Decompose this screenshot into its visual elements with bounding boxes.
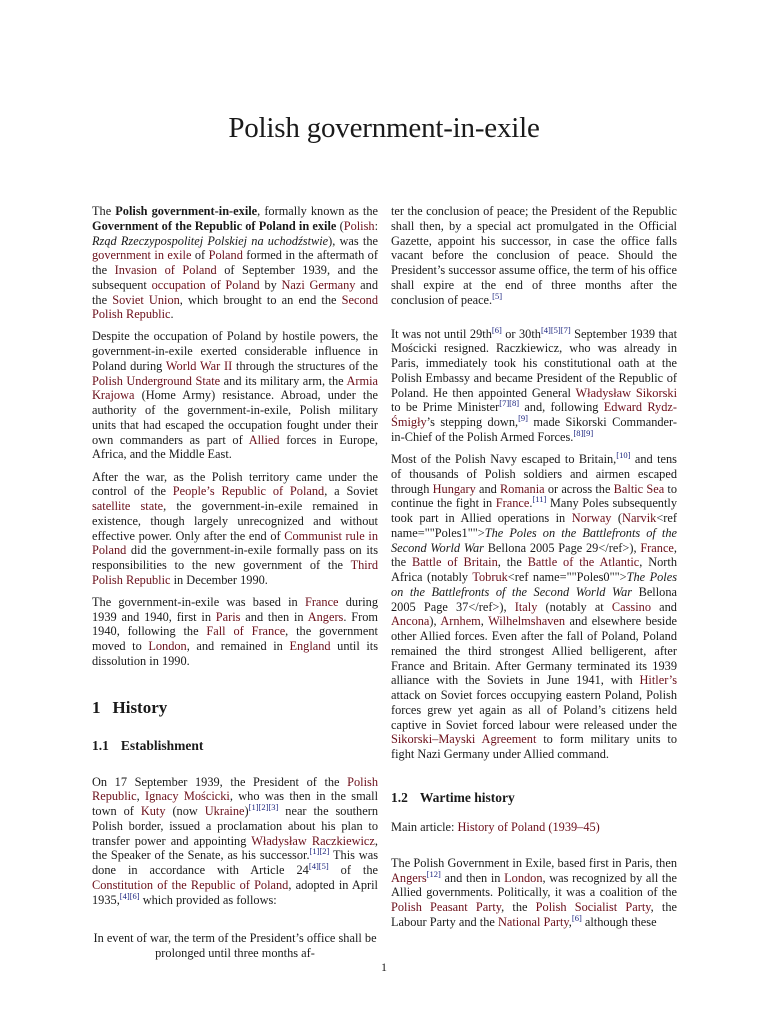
body-text: The government-in-exile was based in <box>92 594 305 609</box>
wiki-link[interactable]: France <box>304 594 339 609</box>
body-text: ’s stepping down, <box>426 415 519 430</box>
body-text: did the government-in-exile formally pass on its responsibilities to the new government of the <box>92 543 378 573</box>
body-text: On 17 September 1939, the President of the <box>92 774 348 789</box>
body-text: , was recognized by all the Allied governments. Politically, it was a coalition of the <box>391 870 677 900</box>
wiki-link[interactable]: People’s Republic of Poland <box>172 484 325 499</box>
body-text: In event of war, the term of the President’s office shall be prolonged until three months af- <box>93 930 377 960</box>
intro-paragraph <box>92 204 378 322</box>
resignation-paragraph <box>391 324 678 445</box>
body-text: attack on Soviet forces occupying eastern Poland, Polish forces grew yet again as all of Poland’s citizens held captive in Soviet forced labour were released under the <box>391 688 677 732</box>
wiki-link[interactable]: Baltic Sea <box>613 481 665 496</box>
wiki-link[interactable]: Battle of Britain <box>411 555 498 570</box>
constitution-quote-continued <box>391 204 677 307</box>
body-text: , adopted in April 1935, <box>92 877 378 907</box>
body-text: . <box>529 496 533 511</box>
body-text: (now <box>165 804 205 819</box>
wiki-link[interactable]: Italy <box>514 599 538 614</box>
wiki-link[interactable]: Sikorski–Mayski Agreement <box>391 732 537 747</box>
wiki-link[interactable]: Ukraine <box>204 804 245 819</box>
left-column <box>92 204 378 968</box>
wiki-link[interactable]: Soviet Union <box>112 292 180 307</box>
citation-link[interactable]: [7][8] <box>499 398 520 409</box>
wiki-link[interactable]: Hitler’s <box>639 673 677 688</box>
main-article-note <box>391 820 677 835</box>
section-number: 1 <box>92 697 101 717</box>
citation-link[interactable]: [1][2] <box>309 846 330 857</box>
wiki-link[interactable]: Second Polish Republic <box>92 292 378 322</box>
body-text: to be Prime Minister <box>391 400 500 415</box>
wiki-link[interactable]: England <box>289 639 331 654</box>
body-text: <ref name=""Poles0""> <box>507 570 627 585</box>
body-text: It was not until 29th <box>391 326 492 341</box>
wiki-link[interactable]: Battle of the Atlantic <box>527 555 640 570</box>
citation-link[interactable]: [6] <box>571 912 582 923</box>
body-text: ter the conclusion of peace; the President of the Republic shall then, by a special act promulgated in the Official Gazette, appoint his successor, in case the office falls vacant before the conclusion of peace. Should the President’s successor assume office, the term of his office shall expire at the end of three months after the conclusion of peace. <box>391 204 677 307</box>
wiki-link[interactable]: Armia Krajowa <box>92 373 378 403</box>
body-text: made Sikorski Commander-in-Chief of the Polish Armed Forces. <box>391 415 678 444</box>
body-text: Bellona 2005 Page 29</ref>), <box>483 540 641 555</box>
body-text: which provided as follows: <box>139 892 277 907</box>
citation-link[interactable]: [8][9] <box>573 427 594 438</box>
wiki-link[interactable]: Fall of France <box>206 624 286 639</box>
wiki-link[interactable]: World War II <box>165 358 233 373</box>
body-text: and elsewhere beside other Allied forces. Even after the fall of Poland, Poland remained the third strongest Allied belligerent, after France and Britain. After Germany terminated its 1939 alliance with the Soviets in June 1941, with <box>391 614 677 688</box>
constitution-quote <box>92 931 378 961</box>
wiki-link[interactable]: France <box>640 540 674 555</box>
wiki-link[interactable]: Paris <box>215 609 241 624</box>
body-text: and the <box>92 277 378 307</box>
body-text: to form military units to fight Nazi Germany under Allied command. <box>391 732 677 762</box>
body-text: , <box>480 614 489 629</box>
body-text: and then in <box>240 609 308 624</box>
body-text: (Home Army) resistance. Abroad, under the authority of the government-in-exile, Polish military units that had escaped the occupation fought under their own commanders as part of <box>92 388 378 447</box>
subsection-heading-establishment <box>92 738 378 754</box>
wiki-link[interactable]: Arnhem <box>440 614 481 629</box>
wiki-link[interactable]: London <box>148 639 187 654</box>
wiki-link[interactable]: Constitution of the Republic of Poland <box>92 877 289 892</box>
body-text: , a Soviet <box>324 484 378 499</box>
wiki-link[interactable]: Narvik <box>622 511 657 526</box>
wiki-link[interactable]: London <box>504 870 543 885</box>
location-paragraph <box>92 595 378 669</box>
body-text: The Polish Government in Exile, based first in Paris, then <box>391 855 677 870</box>
wiki-link[interactable]: Third Polish Republic <box>92 558 378 587</box>
body-text: , the government-in-exile remained in existence, though largely unrecognized and without effective power. Only after the end of <box>92 499 379 543</box>
subsection-number: 1.1 <box>92 737 109 753</box>
body-text: in December 1990. <box>170 572 268 587</box>
body-text: until its dissolution in 1990. <box>92 639 379 668</box>
citation-link[interactable]: [6] <box>491 324 502 335</box>
body-text: Main article: <box>391 819 458 834</box>
wiki-link[interactable]: Ancona <box>391 614 430 629</box>
wiki-link[interactable]: Kuty <box>140 804 166 819</box>
body-text: After the war, as the Polish territory came under the control of the <box>92 469 378 499</box>
body-text: , North Africa (notably <box>391 555 677 585</box>
postwar-paragraph <box>92 470 378 588</box>
body-text: ), was the <box>328 233 378 248</box>
wiki-link[interactable]: Nazi Germany <box>281 277 356 292</box>
citation-link[interactable]: [1][2][3] <box>248 802 279 813</box>
body-text: ), <box>429 614 441 629</box>
body-text: or across the <box>544 481 614 496</box>
wiki-link[interactable]: Angers <box>391 870 427 885</box>
citation-link[interactable]: [4][6] <box>119 890 140 901</box>
body-text: Many Poles subsequently took part in Allied operations in <box>391 496 678 526</box>
body-text: , which brought to an end the <box>179 292 342 307</box>
citation-link[interactable]: [4][5] <box>308 861 329 872</box>
establishment-paragraph <box>92 775 378 908</box>
body-text: ( <box>336 218 344 233</box>
body-text: and <box>651 599 677 614</box>
body-text: ( <box>611 511 623 526</box>
citation-link[interactable]: [5] <box>492 290 503 301</box>
body-text: and its military arm, the <box>220 373 347 388</box>
wiki-link[interactable]: Invasion of Poland <box>114 263 217 277</box>
wiki-link[interactable]: Ignacy Mościcki <box>145 789 230 804</box>
body-text: , the Speaker of the Senate, as his successor. <box>92 833 378 863</box>
wiki-link[interactable]: Angers <box>307 609 344 624</box>
body-text: formed in the aftermath of the <box>92 248 378 277</box>
right-column <box>391 204 677 937</box>
body-text: of the <box>328 863 378 878</box>
subsection-title: Wartime history <box>419 789 515 805</box>
wiki-link[interactable]: Allied <box>248 432 280 447</box>
wiki-link[interactable]: satellite state <box>92 499 164 514</box>
body-text: September 1939 that Mościcki resigned. Raczkiewicz, who was already in Paris, immediately took his constitutional oath at the Polish Embassy and became President of the Republic of Poland. He then appointed General <box>391 326 677 400</box>
body-text: , the government moved to <box>92 624 378 654</box>
body-text: , who was then in the small town of <box>92 789 379 819</box>
body-text: of <box>191 248 209 263</box>
citation-link[interactable]: [4][5][7] <box>540 324 571 335</box>
body-text: , <box>136 789 145 804</box>
influence-paragraph <box>92 329 378 462</box>
wiki-link[interactable]: Władysław Sikorski <box>575 385 677 400</box>
body-text: , and remained in <box>186 639 290 654</box>
citation-link[interactable]: [9] <box>518 413 528 424</box>
subsection-number: 1.2 <box>391 789 408 805</box>
page-number: 1 <box>381 960 387 974</box>
wiki-link[interactable]: Cassino <box>611 599 651 614</box>
body-text: ) <box>244 804 249 819</box>
wiki-link[interactable]: Romania <box>500 481 545 496</box>
wiki-link[interactable]: Polish Underground State <box>92 373 221 388</box>
citation-link[interactable]: [12] <box>426 868 441 879</box>
wiki-link[interactable]: Polish Peasant Party <box>391 900 502 915</box>
body-text: and <box>475 481 501 496</box>
body-text: , the <box>391 540 677 570</box>
body-text: , the <box>497 555 528 570</box>
citation-link[interactable]: [11] <box>532 494 547 505</box>
wiki-link[interactable]: Władysław Raczkiewicz <box>251 833 375 848</box>
body-text: near the southern Polish border, issued a proclamation about his plan to transfer power and appointing <box>92 804 378 848</box>
wiki-link[interactable]: Poland <box>208 248 243 263</box>
bold-text: Polish government-in-exile <box>115 204 258 218</box>
citation-link[interactable]: [10] <box>616 449 631 460</box>
body-text: of September 1939, and the subsequent <box>92 263 378 292</box>
wiki-link[interactable]: Norway <box>571 511 612 526</box>
wiki-link[interactable]: occupation of Poland <box>151 277 260 292</box>
section-heading-history <box>92 698 378 718</box>
body-text: Bellona 2005 Page 37</ref>), <box>391 584 677 614</box>
body-text: to continue the fight in <box>391 481 677 511</box>
body-text: by <box>259 277 282 292</box>
body-text: , the Labour Party and the <box>391 900 677 929</box>
italic-text: The Poles on the Battlefronts of the Second World War <box>391 525 677 555</box>
body-text: The <box>92 204 116 218</box>
bold-text: Government of the Republic of Poland in exile <box>92 218 337 233</box>
body-text: , <box>568 914 572 929</box>
body-text: . <box>170 307 174 322</box>
body-text: : <box>374 218 379 233</box>
body-text: and then in <box>440 870 505 885</box>
body-text: and tens of thousands of Polish soldiers and airmen escaped through <box>391 452 677 496</box>
body-text: or 30th <box>501 326 541 341</box>
wiki-link[interactable]: Wilhelmshaven <box>488 614 566 629</box>
body-text: and, following <box>519 400 604 415</box>
body-text: , the <box>501 900 536 915</box>
body-text: through the structures of the <box>232 358 379 373</box>
wiki-link[interactable]: National Party <box>497 914 569 929</box>
italic-text: The Poles on the Battlefronts of the Second World War <box>391 570 677 599</box>
italic-text: Rząd Rzeczypospolitej Polskiej na uchodźstwie <box>92 233 329 248</box>
body-text: <ref name=""Poles1""> <box>391 511 677 540</box>
military-paragraph <box>391 449 678 762</box>
wiki-link[interactable]: Tobruk <box>472 570 508 585</box>
body-text: (notably at <box>537 599 612 614</box>
wiki-link[interactable]: Polish <box>343 218 375 233</box>
body-text: This was done in accordance with Article 24 <box>92 848 378 878</box>
body-text: Most of the Polish Navy escaped to Britain, <box>391 452 617 467</box>
page-title: Polish government-in-exile <box>228 112 540 144</box>
body-text: forces in Europe, Africa, and the Middle East. <box>92 432 378 462</box>
subsection-title: Establishment <box>120 737 204 753</box>
wartime-paragraph <box>391 856 677 930</box>
body-text: although these <box>581 914 657 929</box>
body-text: , formally known as the <box>257 204 378 218</box>
wiki-link[interactable]: France <box>495 496 530 511</box>
wiki-link[interactable]: government in exile <box>92 248 192 263</box>
subsection-heading-wartime <box>391 790 677 806</box>
body-text: Despite the occupation of Poland by hostile powers, the government-in-exile exerted considerable influence in Poland during <box>92 329 378 373</box>
body-text: . From 1940, following the <box>92 609 378 639</box>
wiki-link[interactable]: Edward Rydz-Śmigły <box>391 400 677 430</box>
wiki-link[interactable]: Polish Socialist Party <box>535 900 651 915</box>
body-text: during 1939 and 1940, first in <box>92 594 378 624</box>
wiki-link[interactable]: History of Poland (1939–45) <box>457 819 600 834</box>
wiki-link[interactable]: Communist rule in Poland <box>92 528 379 558</box>
wiki-link[interactable]: Polish Republic <box>92 774 378 804</box>
section-title: History <box>112 697 168 717</box>
wiki-link[interactable]: Hungary <box>432 481 476 496</box>
